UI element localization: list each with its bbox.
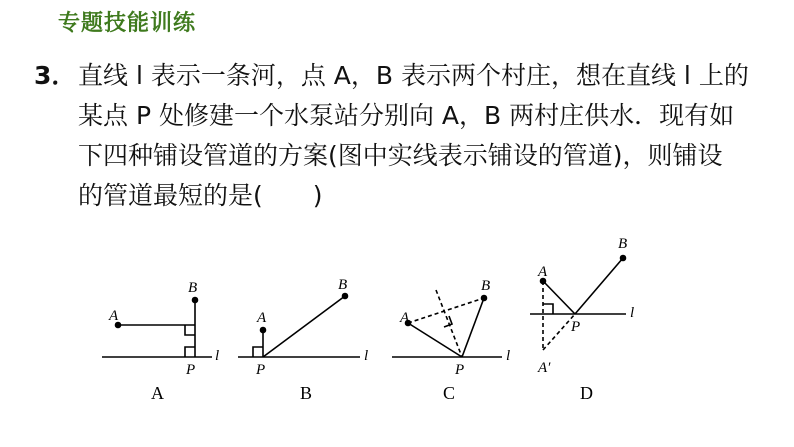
point-b [343,294,348,299]
problem-line-4: 的管道最短的是( ) [78,181,323,210]
caption-d: D [580,383,593,403]
pipe-b [462,298,484,357]
label-a-prime: A′ [538,360,551,376]
question-number: 3． [34,61,77,90]
label-l: l [364,348,369,364]
point-b [193,298,198,303]
label-p: P [455,362,465,378]
label-l: l [630,305,635,321]
right-angle-mark-2 [185,347,195,357]
point-a [261,328,266,333]
label-b: B [188,280,198,296]
label-b: B [481,278,491,294]
right-angle-mark [543,304,553,314]
segment-ab-dashed [408,298,484,323]
caption-b: B [300,383,313,403]
pipe-b-diagonal [263,296,345,357]
caption-c: C [443,383,456,403]
figure-d [530,236,634,403]
problem-line-3: 下四种铺设管道的方案(图中实线表示铺设的管道)，则铺设 [78,141,723,170]
figure-a [102,280,219,403]
figure-b [238,277,368,403]
figure-c [392,278,510,403]
label-a: A [538,264,548,280]
pipe-b [575,258,623,314]
label-a: A [400,310,410,326]
label-p: P [256,362,266,378]
point-b [482,296,487,301]
label-p: P [186,362,196,378]
label-b: B [618,236,628,252]
pipe-a [408,323,462,357]
right-angle-mark-1 [185,325,195,335]
right-angle-mark [444,316,452,327]
label-p: P [571,319,581,335]
problem-line-1-text: 直线 l 表示一条河，点 A，B 表示两个村庄，想在直线 l 上的 [78,61,749,90]
problem-line-2: 某点 P 处修建一个水泵站分别向 A，B 两村庄供水．现有如 [78,101,735,130]
point-b [621,256,626,261]
label-b: B [338,277,348,293]
label-a: A [257,310,267,326]
pipe-a [543,281,575,314]
label-a: A [109,308,119,324]
label-l: l [506,348,511,364]
label-l: l [215,348,220,364]
right-angle-mark [253,347,263,357]
perpendicular-bisector-dashed [436,290,462,357]
section-header: 专题技能训练 [58,11,197,36]
caption-a: A [151,383,164,403]
